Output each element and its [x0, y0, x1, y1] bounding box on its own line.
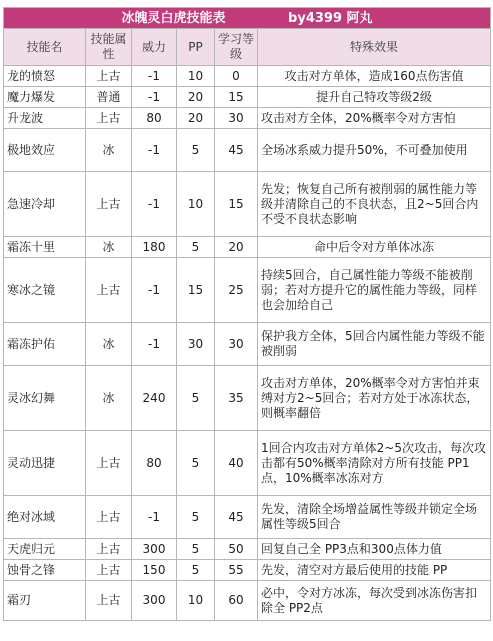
skill-power: -1 [132, 87, 177, 108]
skill-power: -1 [132, 258, 177, 323]
skill-name: 龙的愤怒 [4, 66, 86, 87]
skill-level: 45 [215, 496, 258, 539]
skill-attr: 上古 [86, 581, 132, 621]
skill-pp: 20 [177, 108, 215, 129]
skill-effect: 持续5回合，自己属性能力等级不能被削弱；若对方提升它的属性能力等级，同样也会加给自己 [258, 258, 491, 323]
table-row [4, 431, 491, 496]
table-title: 冰魄灵白虎技能表 [121, 10, 226, 26]
skill-level: 20 [215, 237, 258, 258]
header-pp: PP [177, 29, 215, 66]
skill-attr: 上古 [86, 496, 132, 539]
table-banner [4, 8, 491, 29]
table-row [4, 539, 491, 560]
skill-level: 25 [215, 258, 258, 323]
skill-power: 300 [132, 539, 177, 560]
header-name: 技能名 [4, 29, 86, 66]
skill-effect: 攻击对方单体，20%概率令对方害怕并束缚对方2~5回合；若对方处于冰冻状态，则概率翻倍 [258, 366, 491, 431]
skill-pp: 5 [177, 539, 215, 560]
skill-power: -1 [132, 66, 177, 87]
skill-effect: 提升自己特攻等级2级 [258, 87, 491, 108]
skill-name: 霜冻护佑 [4, 323, 86, 366]
skill-pp: 10 [177, 172, 215, 237]
skill-power: 300 [132, 581, 177, 621]
skill-attr: 冰 [86, 129, 132, 172]
skill-level: 60 [215, 581, 258, 621]
skill-effect: 全场冰系威力提升50%，不可叠加使用 [258, 129, 491, 172]
skill-effect: 回复自己全 PP3点和300点体力值 [258, 539, 491, 560]
skill-level: 30 [215, 323, 258, 366]
skill-effect: 先发，清空对方最后使用的技能 PP [258, 560, 491, 581]
skill-power: 180 [132, 237, 177, 258]
table-row [4, 258, 491, 323]
skill-effect: 必中，令对方冰冻，每次受到冰冻伤害扣除全 PP2点 [258, 581, 491, 621]
skill-effect: 1回合内攻击对方单体2~5次攻击，每次攻击都有50%概率清除对方所有技能 PP1点，10%概率冰冻对方 [258, 431, 491, 496]
skill-level: 40 [215, 431, 258, 496]
skill-power: 150 [132, 560, 177, 581]
skill-name: 霜刃 [4, 581, 86, 621]
skill-power: 80 [132, 108, 177, 129]
skill-power: -1 [132, 496, 177, 539]
table-row [4, 108, 491, 129]
header-effect: 特殊效果 [258, 29, 491, 66]
skill-pp: 30 [177, 323, 215, 366]
table-row [4, 560, 491, 581]
skill-pp: 20 [177, 87, 215, 108]
skill-attr: 上古 [86, 539, 132, 560]
skill-pp: 10 [177, 581, 215, 621]
skill-name: 寒冰之镜 [4, 258, 86, 323]
skill-power: 240 [132, 366, 177, 431]
skill-name: 绝对冰域 [4, 496, 86, 539]
skill-name: 魔力爆发 [4, 87, 86, 108]
skill-name: 霜冻十里 [4, 237, 86, 258]
header-power: 威力 [132, 29, 177, 66]
skill-level: 35 [215, 366, 258, 431]
skill-effect: 攻击对方单体，造成160点伤害值 [258, 66, 491, 87]
table-row [4, 129, 491, 172]
header-attr: 技能属性 [86, 29, 132, 66]
skill-attr: 上古 [86, 66, 132, 87]
skill-level: 0 [215, 66, 258, 87]
table-row [4, 366, 491, 431]
table-author: by4399 阿丸 [288, 10, 373, 26]
skill-level: 15 [215, 172, 258, 237]
skill-attr: 冰 [86, 237, 132, 258]
skill-name: 灵冰幻舞 [4, 366, 86, 431]
skill-power: 80 [132, 431, 177, 496]
skill-attr: 冰 [86, 366, 132, 431]
table-header-row [4, 29, 491, 66]
skill-pp: 10 [177, 66, 215, 87]
table-row [4, 172, 491, 237]
skill-name: 蚀骨之锋 [4, 560, 86, 581]
skill-effect: 攻击对方全体，20%概率令对方害怕 [258, 108, 491, 129]
skill-level: 30 [215, 108, 258, 129]
table-row [4, 581, 491, 621]
skill-pp: 5 [177, 431, 215, 496]
table-row [4, 87, 491, 108]
skill-name: 急速冷却 [4, 172, 86, 237]
skill-name: 灵动迅捷 [4, 431, 86, 496]
skill-attr: 上古 [86, 431, 132, 496]
skill-pp: 5 [177, 366, 215, 431]
table-row [4, 66, 491, 87]
skill-attr: 上古 [86, 258, 132, 323]
table-row [4, 237, 491, 258]
skill-attr: 上古 [86, 108, 132, 129]
skill-effect: 命中后令对方单体冰冻 [258, 237, 491, 258]
skill-name: 天虎归元 [4, 539, 86, 560]
skill-power: -1 [132, 323, 177, 366]
skill-attr: 上古 [86, 172, 132, 237]
skill-power: -1 [132, 129, 177, 172]
skill-attr: 普通 [86, 87, 132, 108]
skill-power: -1 [132, 172, 177, 237]
table-row [4, 323, 491, 366]
skill-level: 15 [215, 87, 258, 108]
skill-effect: 先发，清除全场增益属性等级并锁定全场属性等级5回合 [258, 496, 491, 539]
skill-effect: 保护我方全体，5回合内属性能力等级不能被削弱 [258, 323, 491, 366]
skill-pp: 5 [177, 496, 215, 539]
skill-pp: 5 [177, 560, 215, 581]
skill-level: 55 [215, 560, 258, 581]
skill-level: 45 [215, 129, 258, 172]
skill-name: 极地效应 [4, 129, 86, 172]
skill-attr: 冰 [86, 323, 132, 366]
header-level: 学习等级 [215, 29, 258, 66]
skill-table [3, 7, 491, 621]
skill-pp: 15 [177, 258, 215, 323]
table-row [4, 496, 491, 539]
skill-pp: 5 [177, 237, 215, 258]
skill-effect: 先发；恢复自己所有被削弱的属性能力等级并清除自己的不良状态，且2~5回合内不受不良状态影响 [258, 172, 491, 237]
skill-attr: 上古 [86, 560, 132, 581]
skill-pp: 5 [177, 129, 215, 172]
table-banner-cell [4, 8, 491, 29]
skill-level: 50 [215, 539, 258, 560]
skill-name: 升龙波 [4, 108, 86, 129]
